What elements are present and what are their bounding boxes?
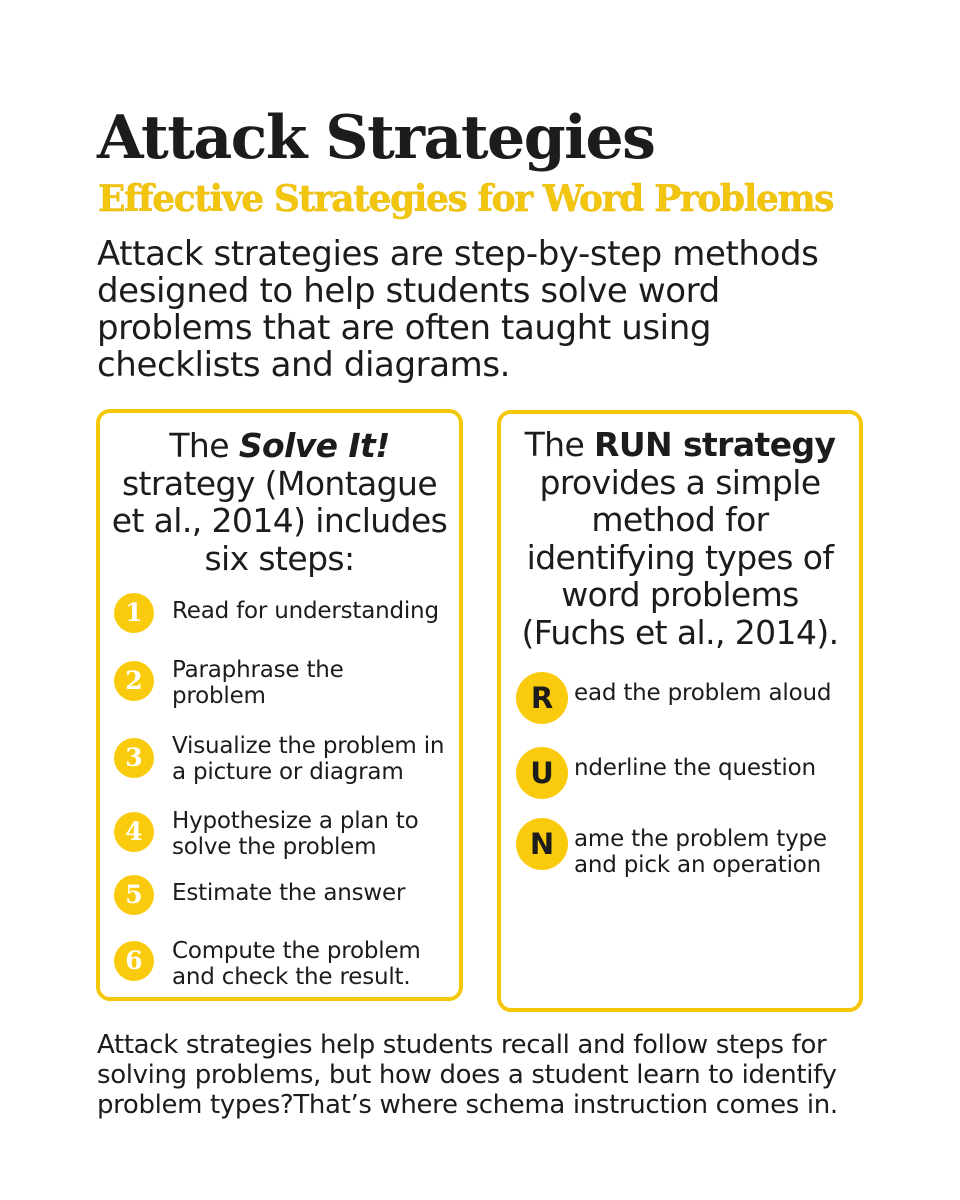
solve-it-name: Solve It! (238, 426, 390, 465)
closing-paragraph: Attack strategies help students recall and follow steps for solving problems, but how does a student learn to identify problem types?That’s where schema instruction comes in. (97, 1030, 838, 1120)
solve-it-step (114, 593, 449, 633)
page-subtitle: Effective Strategies for Word Problems (98, 178, 834, 220)
run-letter-badge: U (516, 747, 568, 799)
run-letter-badge: R (516, 672, 568, 724)
step-number-badge: 1 (114, 593, 154, 633)
solve-it-step (114, 875, 449, 915)
step-text: Hypothesize a plan to solve the problem (172, 808, 419, 860)
run-step (516, 672, 849, 724)
solve-it-panel (96, 409, 463, 1001)
solve-it-step (114, 808, 449, 860)
step-number-badge: 5 (114, 875, 154, 915)
run-step (516, 747, 849, 799)
intro-paragraph: Attack strategies are step-by-step methods designed to help students solve word problems that are often taught using checklists and diagrams. (97, 234, 819, 385)
run-letter-badge: N (516, 818, 568, 870)
step-text: Visualize the problem in a picture or diagram (172, 733, 445, 785)
step-number-badge: 3 (114, 738, 154, 778)
solve-it-step (114, 938, 449, 990)
step-text: Estimate the answer (172, 880, 406, 906)
step-text: Compute the problem and check the result. (172, 938, 421, 990)
step-text: Paraphrase the problem (172, 657, 344, 709)
run-strategy-panel (497, 410, 863, 1012)
step-number-badge: 6 (114, 941, 154, 981)
solve-it-heading: The Solve It! strategy (Montague et al., 2014) includes six steps: (111, 426, 448, 578)
run-step-text: ame the problem type and pick an operation (574, 826, 827, 878)
run-step (516, 818, 849, 878)
step-text: Read for understanding (172, 598, 439, 624)
solve-it-step (114, 657, 449, 709)
run-heading: The RUN strategy provides a simple method for identifying types of word problems (Fuchs et al., 2014). (521, 425, 839, 652)
solve-it-step (114, 733, 449, 785)
run-step-text: ead the problem aloud (574, 680, 832, 706)
step-number-badge: 2 (114, 661, 154, 701)
run-strategy-name: RUN strategy (594, 425, 836, 464)
step-number-badge: 4 (114, 812, 154, 852)
run-step-text: nderline the question (574, 755, 816, 781)
page-title: Attack Strategies (97, 103, 655, 173)
